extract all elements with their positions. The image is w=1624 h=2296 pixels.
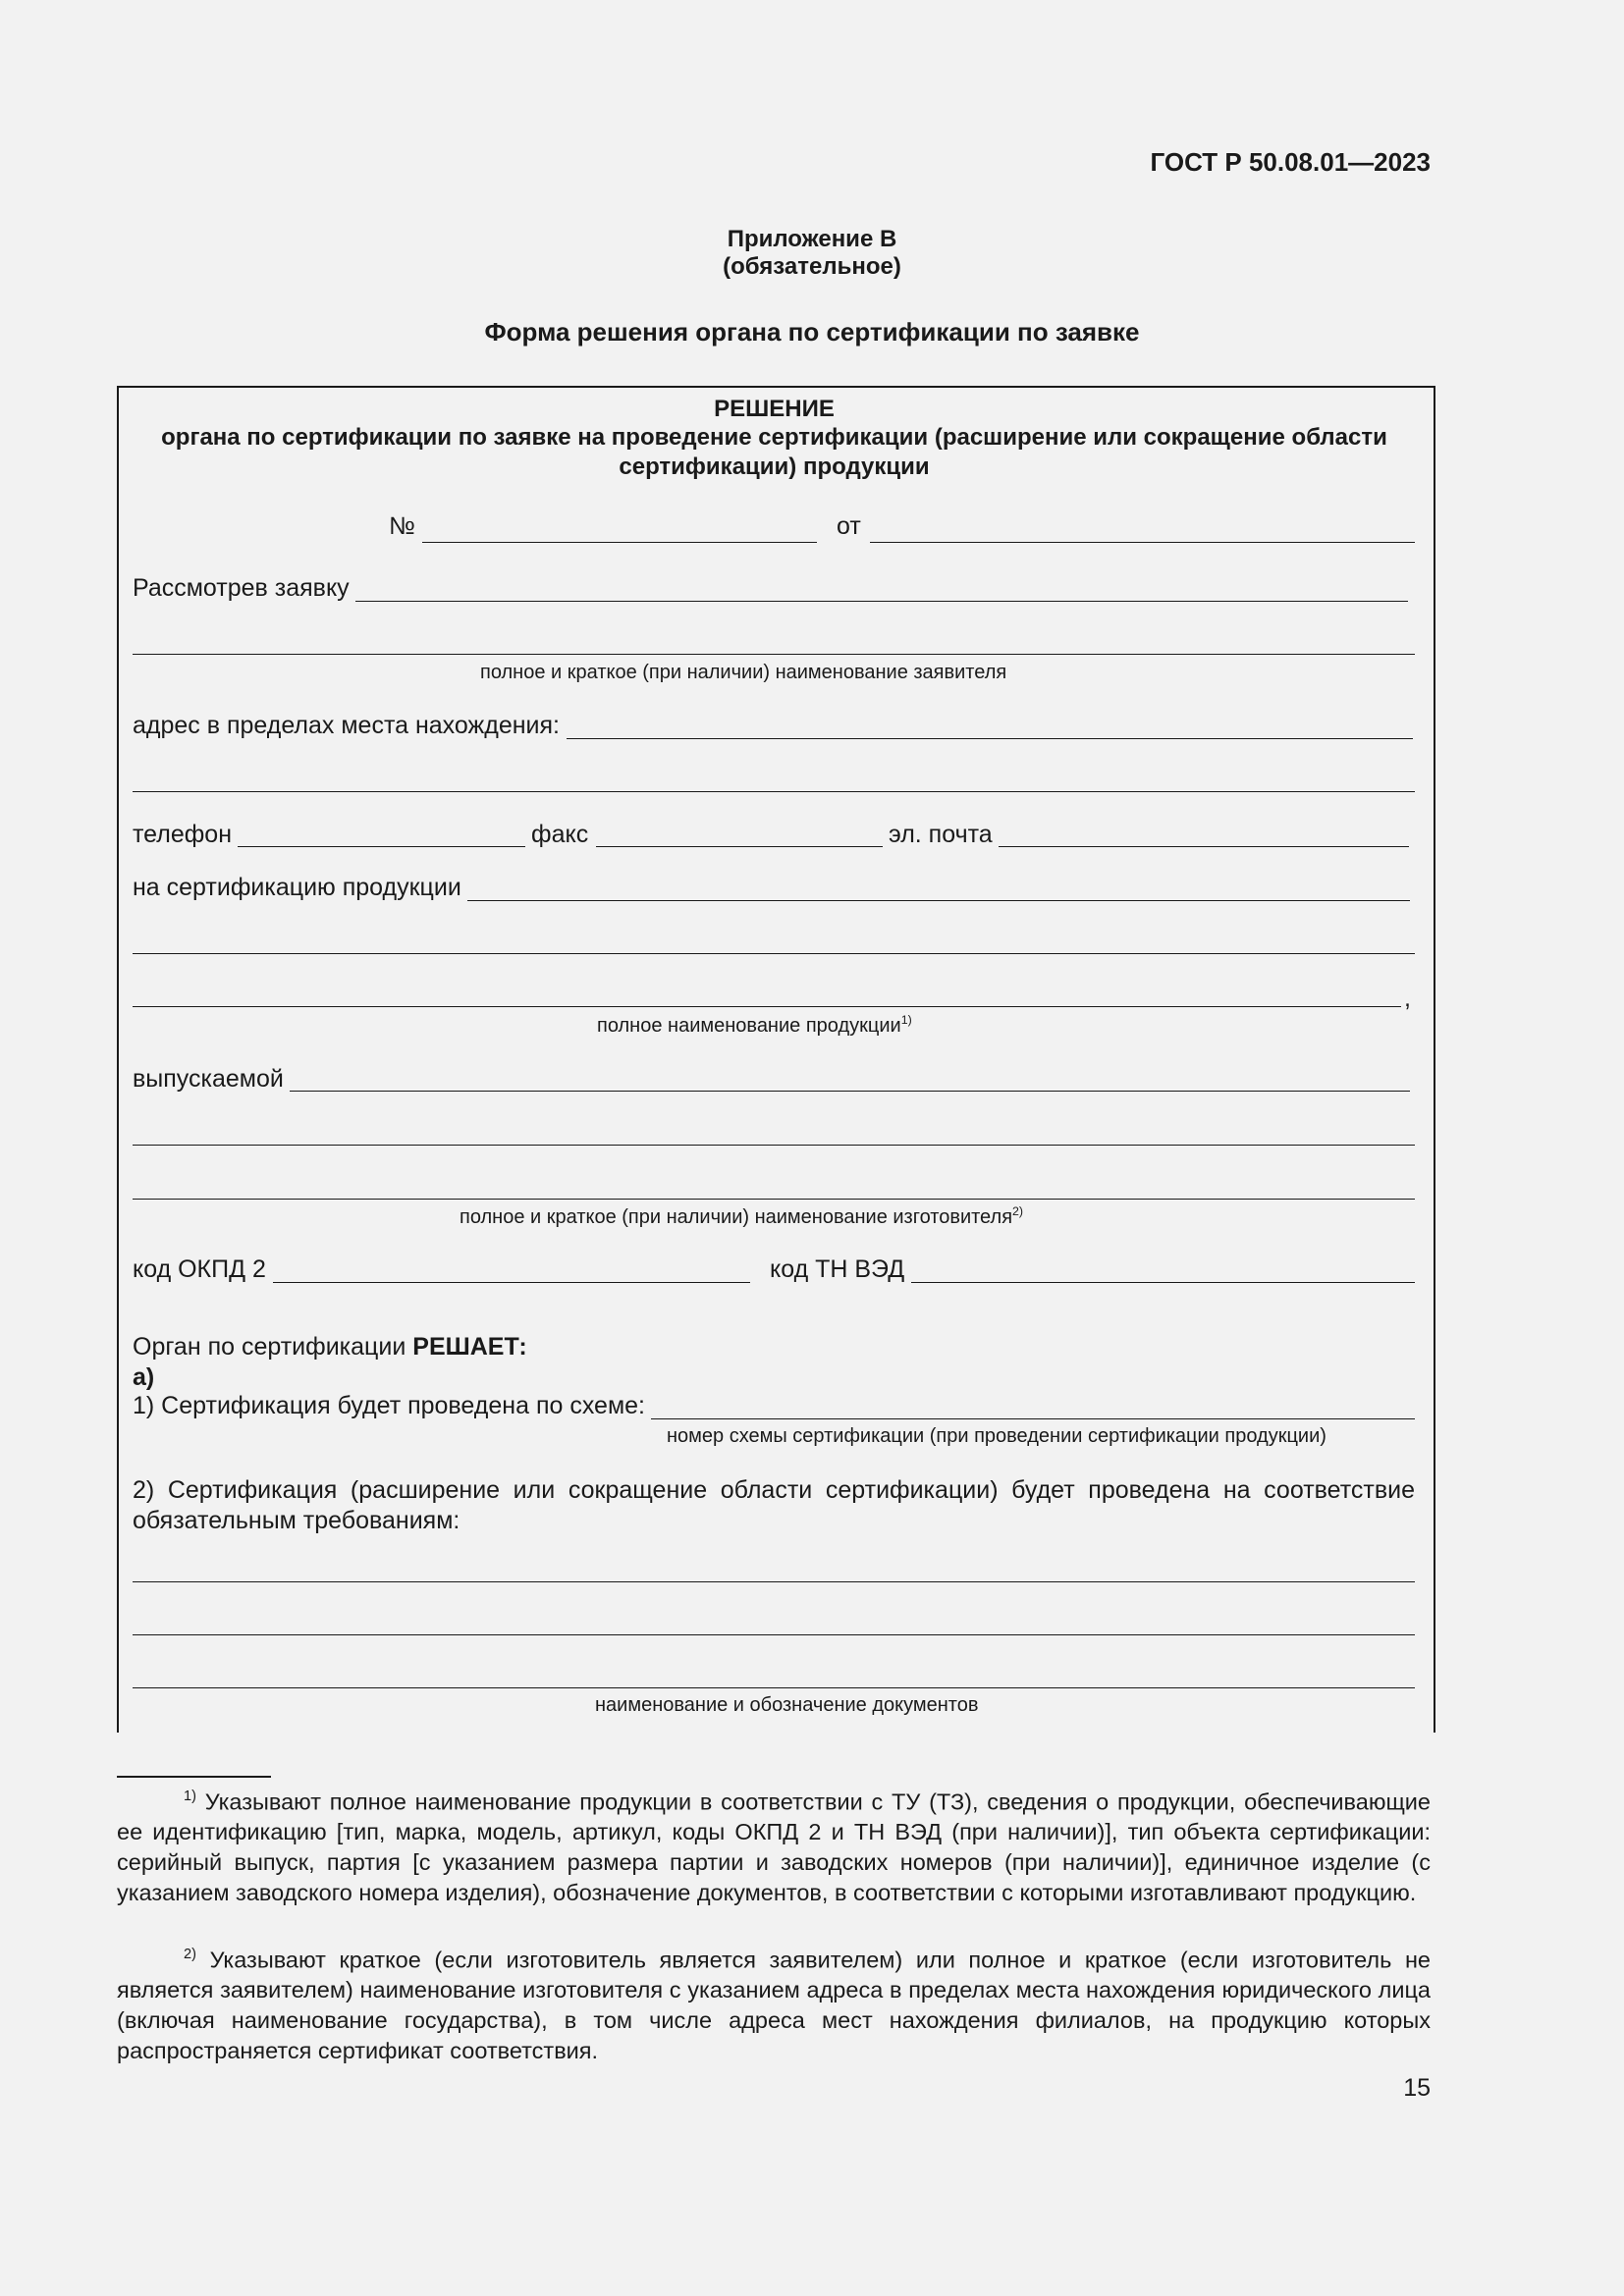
okpd-label: код ОКПД 2 bbox=[133, 1255, 266, 1283]
requirements-field-3[interactable] bbox=[133, 1687, 1415, 1688]
number-label: № bbox=[389, 512, 415, 540]
okpd-field[interactable] bbox=[273, 1282, 750, 1283]
tnved-field[interactable] bbox=[911, 1282, 1415, 1283]
scheme-caption: номер схемы сертификации (при проведении сертификации продукции) bbox=[667, 1425, 1326, 1447]
trailing-comma: , bbox=[1404, 985, 1411, 1012]
address-field-2[interactable] bbox=[133, 791, 1415, 792]
requirements-field-2[interactable] bbox=[133, 1634, 1415, 1635]
product-label: на сертификацию продукции bbox=[133, 874, 461, 901]
form-title: Форма решения органа по сертификации по заявке bbox=[484, 317, 1140, 347]
manufacturer-field-3[interactable] bbox=[133, 1199, 1415, 1200]
appendix-label: Приложение В bbox=[727, 226, 897, 252]
applicant-name-field[interactable] bbox=[133, 654, 1415, 655]
footnote-separator bbox=[117, 1776, 271, 1778]
footnote-ref-2: 2) bbox=[1012, 1204, 1024, 1218]
decision-heading: РЕШЕНИЕ bbox=[714, 396, 835, 422]
manufacturer-caption: полное и краткое (при наличии) наименование изготовителя$^{2)}$ bbox=[460, 1204, 1024, 1229]
decision-subheading: органа по сертификации по заявке на проведение сертификации (расширение или сокращение области сертификации) продукции bbox=[161, 424, 1387, 480]
item-1: 1) Сертификация будет проведена по схеме: bbox=[133, 1392, 645, 1419]
scheme-field[interactable] bbox=[651, 1418, 1415, 1419]
footnote-2: $^{2)}$ Указывают краткое (если изготовитель является заявителем) или полное и краткое (если изготовитель не является заявителем) наименование изготовителя с указанием адреса в пределах места нахождения юридического лица (включая наименование государства), в том числе адреса мест нахождения филиалов, на продукцию которых распространяется сертификат соответствия. bbox=[117, 1947, 1432, 2064]
address-field[interactable] bbox=[567, 738, 1413, 739]
page-number: 15 bbox=[1403, 2074, 1431, 2102]
phone-field[interactable] bbox=[238, 846, 525, 847]
fax-field[interactable] bbox=[596, 846, 883, 847]
date-field[interactable] bbox=[870, 542, 1415, 543]
body-decides: Орган по сертификации РЕШАЕТ: bbox=[133, 1333, 527, 1361]
standard-code: ГОСТ Р 50.08.01—2023 bbox=[1150, 147, 1431, 177]
phone-label: телефон bbox=[133, 821, 233, 848]
manufacturer-field[interactable] bbox=[290, 1091, 1410, 1092]
product-field[interactable] bbox=[467, 900, 1410, 901]
product-caption: полное наименование продукции$^{1)}$ bbox=[597, 1013, 912, 1038]
documents-caption: наименование и обозначение документов bbox=[595, 1694, 979, 1716]
appendix-status: (обязательное) bbox=[723, 253, 901, 280]
appendix-title bbox=[0, 226, 1624, 281]
manufactured-label: выпускаемой bbox=[133, 1065, 284, 1093]
number-field[interactable] bbox=[422, 542, 817, 543]
footnote-1: $^{1)}$ Указывают полное наименование продукции в соответствии с ТУ (ТЗ), сведения о продукции, обеспечивающие ее идентификацию [тип, марка, модель, артикул, коды ОКПД 2 и ТН ВЭД (при наличии)], тип объекта сертификации: серийный выпуск, партия [с указанием размера партии и заводских номеров (при наличии)], единичное изделие (с указанием заводского номера изделия), обозначение документов, в соответствии с которыми изготавливают продукцию. bbox=[117, 1789, 1432, 1906]
date-label: от bbox=[837, 512, 861, 540]
applicant-caption: полное и краткое (при наличии) наименование заявителя bbox=[480, 662, 1007, 683]
product-field-2[interactable] bbox=[133, 953, 1415, 954]
item-2: 2) Сертификация (расширение или сокращение области сертификации) будет проведена на соответствие обязательным требованиям: bbox=[133, 1476, 1415, 1534]
address-label: адрес в пределах места нахождения: bbox=[133, 712, 560, 739]
item-a: а) bbox=[133, 1363, 155, 1391]
fax-label: факс bbox=[531, 821, 589, 848]
considered-label: Рассмотрев заявку bbox=[133, 574, 350, 602]
footnote-ref-1: 1) bbox=[900, 1013, 912, 1027]
tnved-label: код ТН ВЭД bbox=[770, 1255, 905, 1283]
email-label: эл. почта bbox=[889, 821, 993, 848]
email-field[interactable] bbox=[999, 846, 1409, 847]
application-field[interactable] bbox=[355, 601, 1408, 602]
requirements-field[interactable] bbox=[133, 1581, 1415, 1582]
manufacturer-field-2[interactable] bbox=[133, 1145, 1415, 1146]
product-field-3[interactable] bbox=[133, 1006, 1401, 1007]
